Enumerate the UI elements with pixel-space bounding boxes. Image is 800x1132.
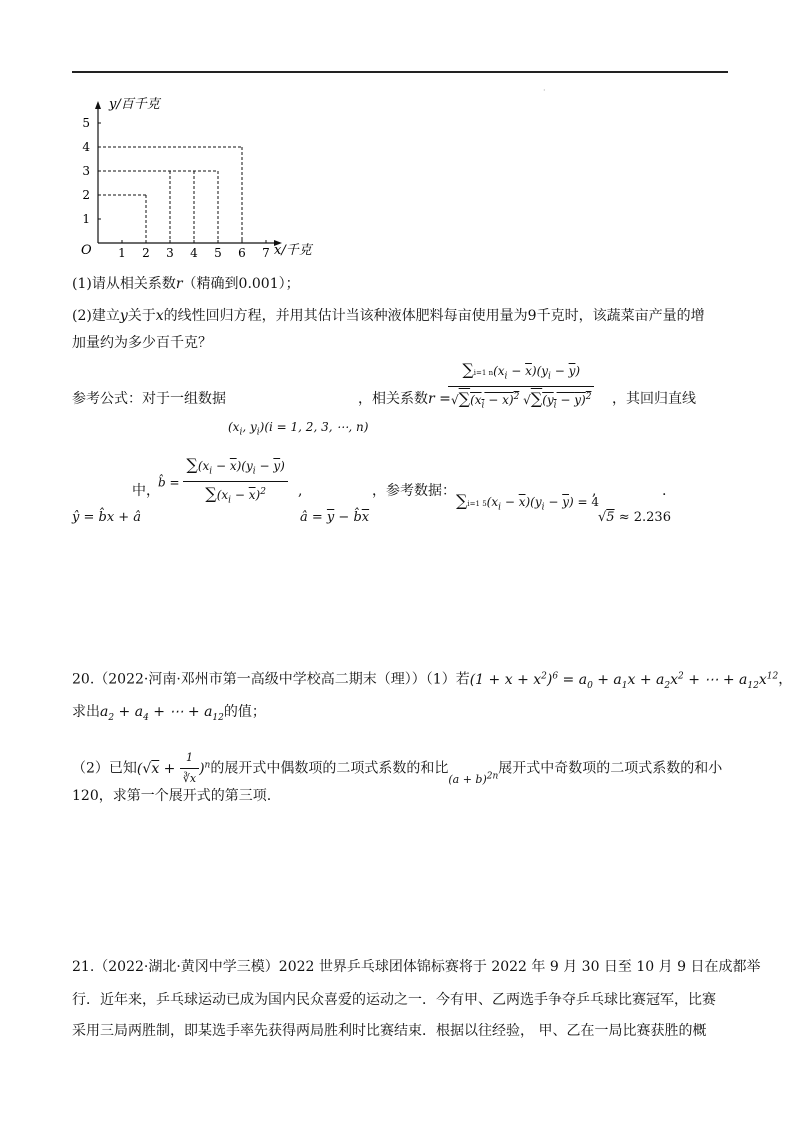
comma-2: , xyxy=(592,483,597,499)
y-tick-label: 5 xyxy=(82,116,90,130)
y-axis-arrow xyxy=(95,101,101,109)
page-dot: · xyxy=(543,86,546,95)
chart-axes xyxy=(95,101,282,246)
corr-label: ，相关系数r = xyxy=(358,391,451,407)
origin-label: O xyxy=(81,243,92,258)
x-tick-label: 1 xyxy=(118,246,126,260)
regression-equation: ŷ = b̂x + â xyxy=(72,510,142,525)
x-axis-label: x/千克 xyxy=(274,243,312,258)
q20-line3: （2）已知(√x + $\frac{1}{∛x}$ )$^n$的展开式中偶数项的二项式系数的和比$_{(a + b)^{2n}}$展开式中奇数项的二项式系数的和小 xyxy=(72,748,722,789)
b-hat-formula: b̂ = $\frac{\sum(x_i - \overline{x})(y_i - \overline{y})}{\sum(x_i - \overline{x})^2}$ xyxy=(158,455,288,511)
q19-part1: (1)请从相关系数r（精确到0.001）； xyxy=(72,276,300,292)
q21-line3: 采用三局两胜制，即某选手率先获得两局胜利时比赛结束．根据以往经验， 甲、乙在一局比赛获胜的概 xyxy=(72,1023,707,1039)
q20-line2: 求出$a_2 + a_4$ + ⋯ + $a_{12}$的值； xyxy=(72,704,266,723)
y-tick-label: 1 xyxy=(82,212,90,226)
ref-sum-formula: ∑i=1 $5(x_i - \overline{x})(y_i - \overline{y}) = 4$ xyxy=(456,491,600,513)
x-tick-label: 2 xyxy=(142,246,150,260)
a-hat-formula: â = $\overline{y}$ − $b̂\overline{x}$ xyxy=(300,510,370,525)
data-set-formula: ($x_i$, $y_i)(i = 1$, 2, 3, ⋯, n) xyxy=(228,420,369,438)
x-tick-label: 4 xyxy=(190,246,198,260)
sqrt5-approx: √5 ≈ 2.236 xyxy=(598,510,671,525)
regression-line-label: ，其回归直线 xyxy=(612,391,696,407)
q21-line2: 行．近年来，乒乓球运动已成为国内民众喜爱的运动之一．今有甲、乙两选手争夺乒乓球比赛冠军，比赛 xyxy=(72,992,716,1008)
scatter-chart xyxy=(75,92,335,262)
x-tick-label: 3 xyxy=(166,246,174,260)
q20-line1: 20.（2022·河南·邓州市第一高级中学校高二期末（理））（1）若$(1 + x + x^2)^6 = a_0 + a_1x + a_2x^2$ + ⋯ + $a_{12}x^{12}$， xyxy=(72,671,793,691)
comma-1: , xyxy=(298,483,303,499)
ref-data-label: ，参考数据： xyxy=(372,483,456,499)
q21-line1: 21.（2022·湖北·黄冈中学三模）2022 世界乒乓球团体锦标赛将于 2022 年 9 月 30 日至 10 月 9 日在成都举 xyxy=(72,959,761,975)
period: . xyxy=(662,483,667,499)
q20-line4: 120，求第一个展开式的第三项. xyxy=(72,788,272,804)
y-axis-label: y/百千克 xyxy=(109,97,160,112)
x-tick-label: 5 xyxy=(214,246,222,260)
q19-part2-line1: (2)建立y关于x的线性回归方程，并用其估计当该种液体肥料每亩使用量为9千克时，该蔬菜亩产量的增 xyxy=(72,308,705,324)
zhong-label: 中， xyxy=(132,483,160,499)
q19-part2-line2: 加量约为多少百千克？ xyxy=(72,335,212,351)
corr-formula: $\frac{\sum i=1 n(x_i - \overline{x})(y_i - \overline{y})}{√\sum(x_i - x)^2 √\sum(y_i - y)^2}$ xyxy=(448,360,594,416)
x-tick-label: 7 xyxy=(262,246,270,260)
y-tick-label: 4 xyxy=(82,140,90,154)
y-tick-label: 2 xyxy=(82,188,90,202)
x-tick-label: 6 xyxy=(238,246,246,260)
q19-ref-label: 参考公式：对于一组数据 xyxy=(72,391,226,407)
chart-guides xyxy=(98,147,242,243)
header-rule xyxy=(72,71,728,73)
y-tick-label: 3 xyxy=(82,164,90,178)
